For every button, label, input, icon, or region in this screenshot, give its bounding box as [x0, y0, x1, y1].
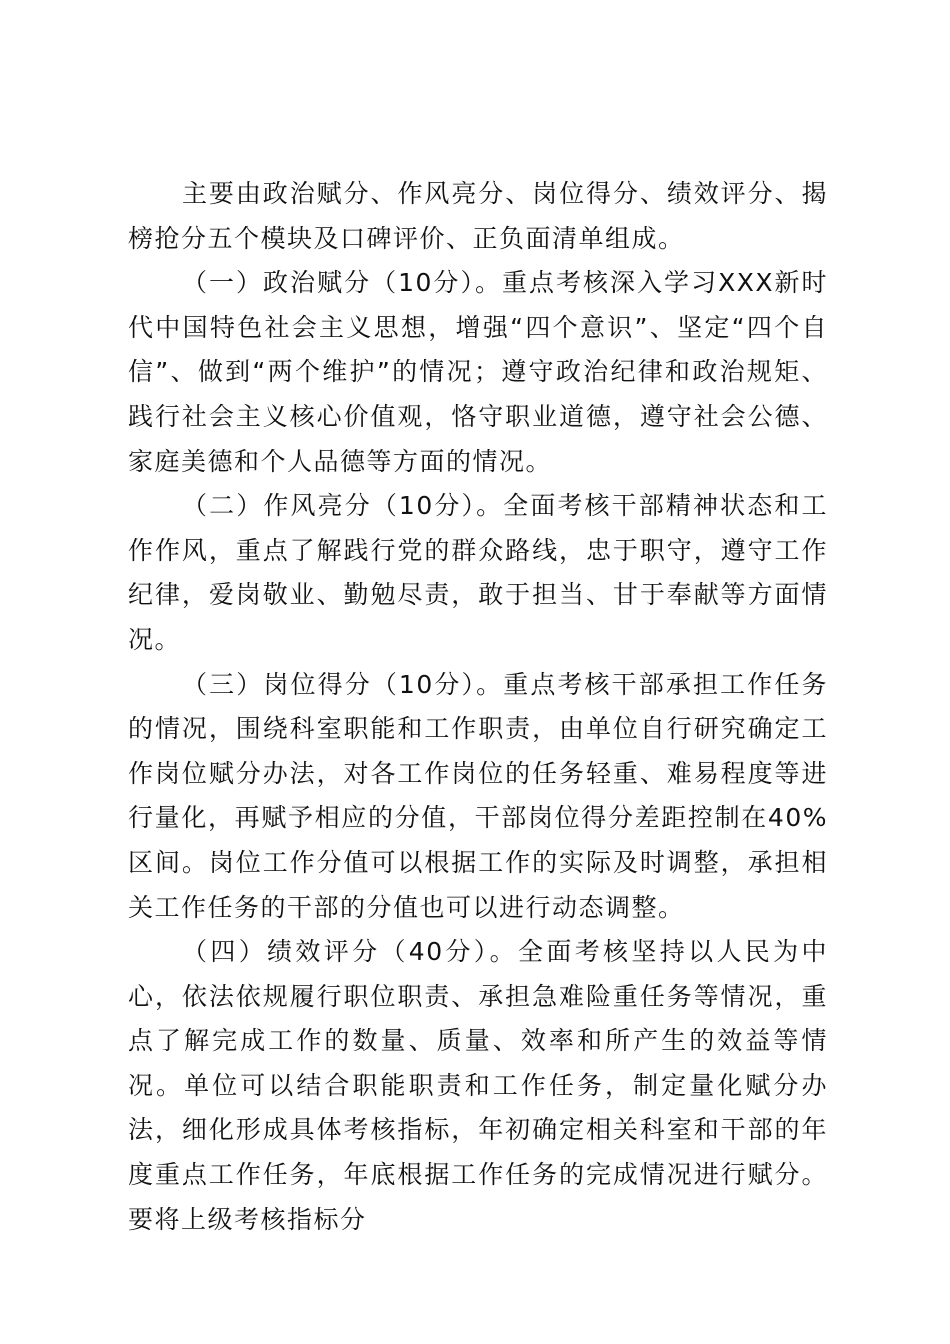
paragraph-performance-score: （四）绩效评分（40分）。全面考核坚持以人民为中心，依法依规履行职位职责、承担急难险重任务等情况，重点了解完成工作的数量、质量、效率和所产生的效益等情况。单位可以结合职能职责和工作任务，制定量化赋分办法，细化形成具体考核指标，年初确定相关科室和干部的年度重点工作任务，年底根据工作任务的完成情况进行赋分。要将上级考核指标分 [128, 937, 828, 1234]
paragraph-position-score: （三）岗位得分（10分）。重点考核干部承担工作任务的情况，围绕科室职能和工作职责，由单位自行研究确定工作岗位赋分办法，对各工作岗位的任务轻重、难易程度等进行量化，再赋予相应的分值，干部岗位得分差距控制在40%区间。岗位工作分值可以根据工作的实际及时调整，承担相关工作任务的干部的分值也可以进行动态调整。 [128, 669, 828, 922]
paragraph-intro: 主要由政治赋分、作风亮分、岗位得分、绩效评分、揭榜抢分五个模块及口碑评价、正负面清单组成。 [128, 179, 828, 253]
document-body [128, 172, 828, 1242]
paragraph-work-style-score: （二）作风亮分（10分）。全面考核干部精神状态和工作作风，重点了解践行党的群众路线，忠于职守，遵守工作纪律，爱岗敬业、勤勉尽责，敢于担当、甘于奉献等方面情况。 [128, 491, 828, 654]
paragraph-political-score: （一）政治赋分（10分）。重点考核深入学习XXX新时代中国特色社会主义思想，增强“四个意识”、坚定“四个自信”、做到“两个维护”的情况；遵守政治纪律和政治规矩、践行社会主义核心价值观，恪守职业道德，遵守社会公德、家庭美德和个人品德等方面的情况。 [128, 268, 828, 476]
